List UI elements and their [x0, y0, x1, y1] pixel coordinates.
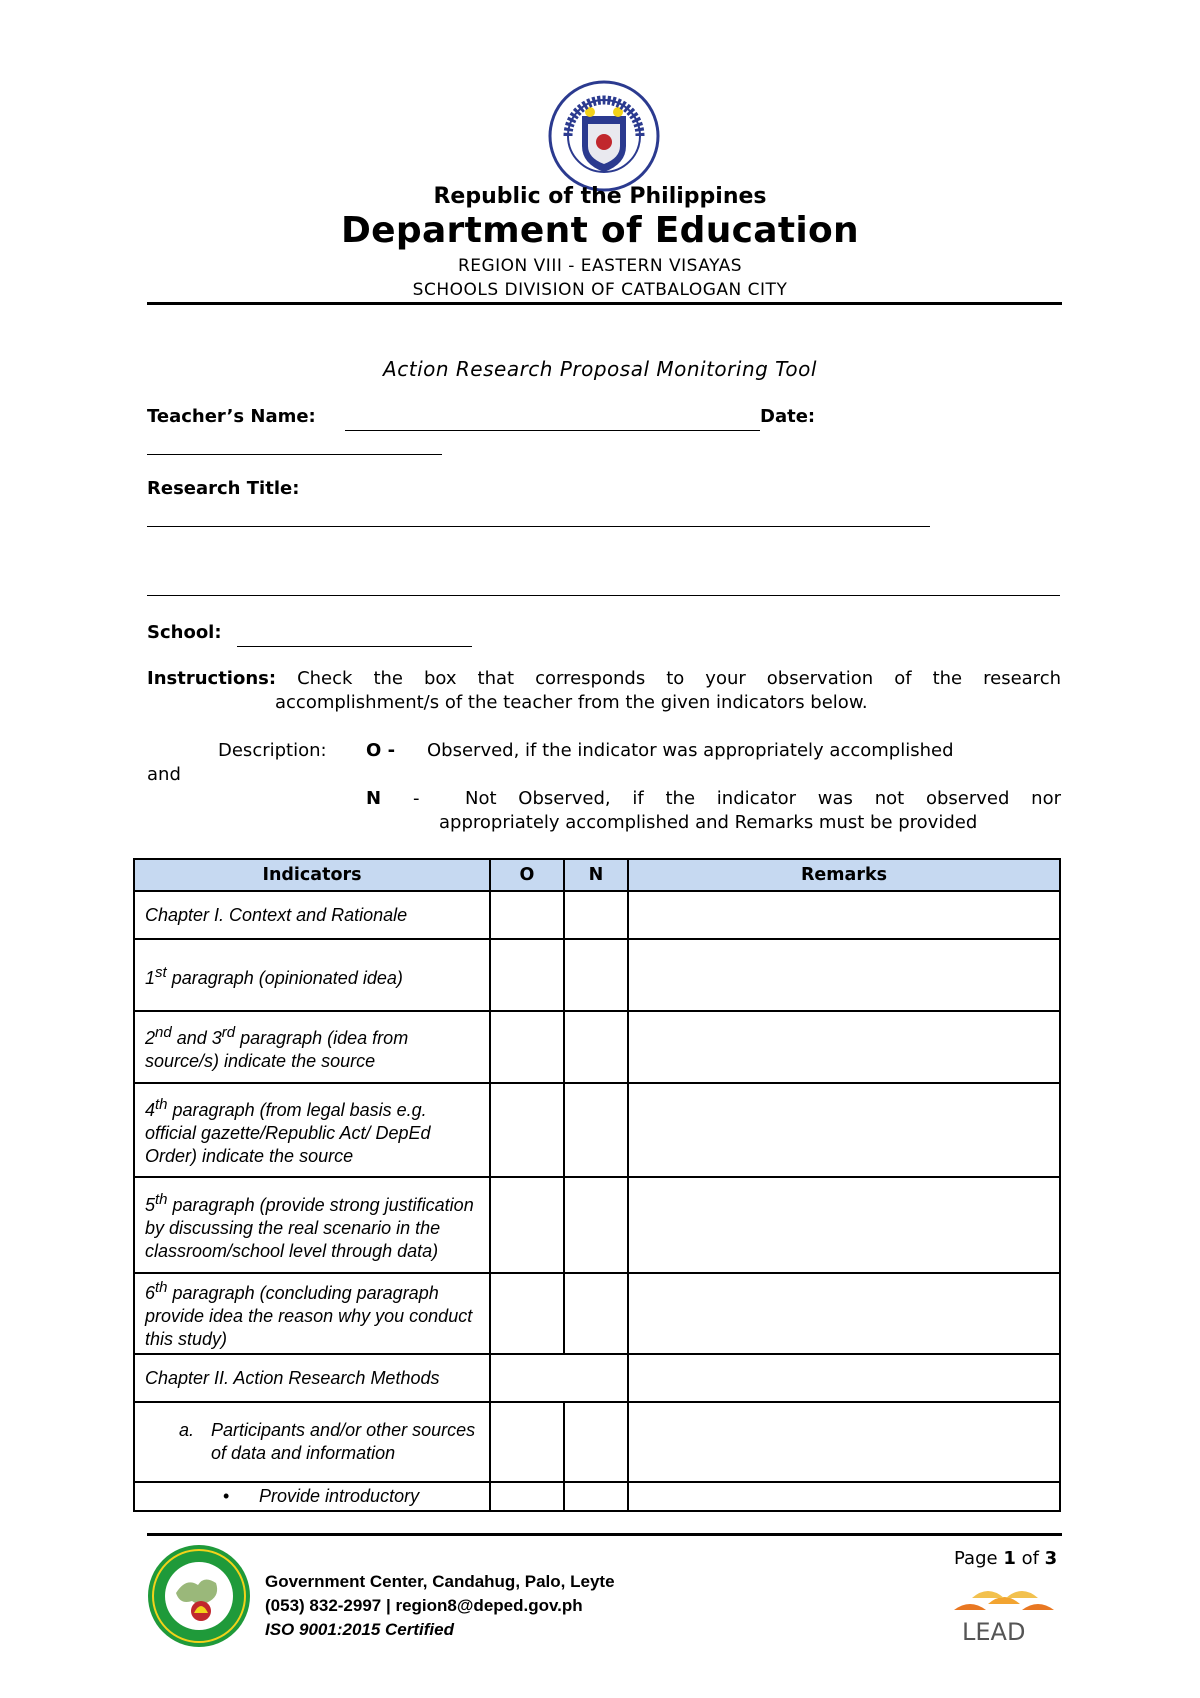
indicator-cell: 2nd and 3rd paragraph (idea from source/s) indicate the source	[134, 1011, 490, 1083]
not-observed-checkbox[interactable]	[564, 1011, 628, 1083]
monitoring-table	[133, 858, 1061, 1512]
research-title-field-1[interactable]	[147, 526, 930, 527]
observed-checkbox[interactable]	[490, 939, 564, 1011]
remarks-cell[interactable]	[628, 1011, 1060, 1083]
instructions-text-2: accomplishment/s of the teacher from the given indicators below.	[275, 692, 868, 713]
observed-checkbox[interactable]	[490, 1482, 564, 1511]
header-n: N	[564, 859, 628, 891]
date-label: Date:	[760, 406, 816, 427]
department-heading: Department of Education	[341, 210, 859, 251]
footer-iso: ISO 9001:2015 Certified	[265, 1620, 454, 1639]
remarks-cell[interactable]	[628, 1482, 1060, 1511]
remarks-cell[interactable]	[628, 1273, 1060, 1354]
footer-address: Government Center, Candahug, Palo, Leyte	[265, 1572, 615, 1591]
indicator-cell: • Provide introductory	[134, 1482, 490, 1511]
date-field[interactable]	[147, 454, 442, 455]
lead-logo	[950, 1574, 1060, 1646]
and-text: and	[147, 764, 181, 785]
indicator-cell: 1st paragraph (opinionated idea)	[134, 939, 490, 1011]
table-header-row	[134, 859, 1060, 891]
not-observed-checkbox[interactable]	[564, 1177, 628, 1273]
indicator-cell: a. Participants and/or other sources of data and information	[134, 1402, 490, 1482]
division-heading: SCHOOLS DIVISION OF CATBALOGAN CITY	[412, 280, 788, 300]
remarks-cell[interactable]	[628, 1083, 1060, 1177]
not-observed-checkbox[interactable]	[564, 939, 628, 1011]
instructions-label: Instructions:	[147, 668, 277, 689]
indicator-cell: Chapter II. Action Research Methods	[134, 1354, 490, 1402]
research-title-label: Research Title:	[147, 478, 300, 499]
school-label: School:	[147, 622, 222, 643]
not-observed-checkbox[interactable]	[564, 1083, 628, 1177]
remarks-cell[interactable]	[628, 1402, 1060, 1482]
header-divider	[147, 302, 1062, 305]
table-row	[134, 891, 1060, 939]
indicator-cell: Chapter I. Context and Rationale	[134, 891, 490, 939]
region-heading: REGION VIII - EASTERN VISAYAS	[457, 256, 743, 276]
table-row	[134, 1177, 1060, 1273]
indicator-cell: 4th paragraph (from legal basis e.g. official gazette/Republic Act/ DepEd Order) indicate the source	[134, 1083, 490, 1177]
not-observed-text: Not Observed, if the indicator was not observed nor	[465, 788, 1061, 809]
table-row	[134, 939, 1060, 1011]
remarks-cell[interactable]	[628, 1177, 1060, 1273]
observed-checkbox[interactable]	[490, 891, 564, 939]
observed-text: Observed, if the indicator was appropriately accomplished	[427, 740, 954, 761]
observed-checkbox[interactable]	[490, 1402, 564, 1482]
header-o: O	[490, 859, 564, 891]
footer-divider	[147, 1533, 1062, 1536]
footer-contact: (053) 832-2997 | region8@deped.gov.ph	[265, 1596, 583, 1615]
table-row	[134, 1011, 1060, 1083]
not-observed-code: N	[366, 788, 382, 809]
observed-code: O -	[366, 740, 396, 761]
remarks-cell[interactable]	[628, 1354, 1060, 1402]
table-row	[134, 1402, 1060, 1482]
deped-seal-logo	[548, 80, 660, 192]
table-row	[134, 1354, 1060, 1402]
header-indicators: Indicators	[134, 859, 490, 891]
republic-heading: Republic of the Philippines	[433, 184, 767, 209]
not-observed-text-2: appropriately accomplished and Remarks must be provided	[439, 812, 978, 833]
not-observed-checkbox[interactable]	[564, 1402, 628, 1482]
observed-checkbox[interactable]	[490, 1011, 564, 1083]
school-field[interactable]	[237, 646, 472, 647]
table-row	[134, 1482, 1060, 1511]
observed-checkbox[interactable]	[490, 1177, 564, 1273]
teacher-name-label: Teacher’s Name:	[147, 406, 316, 427]
not-observed-checkbox[interactable]	[564, 1273, 628, 1354]
not-observed-dash: -	[413, 788, 420, 809]
form-title: Action Research Proposal Monitoring Tool	[383, 357, 817, 381]
instructions-text: Check the box that corresponds to your observation of the research	[297, 668, 1061, 689]
indicator-cell: 6th paragraph (concluding paragraph provide idea the reason why you conduct this study)	[134, 1273, 490, 1354]
header-remarks: Remarks	[628, 859, 1060, 891]
description-label: Description:	[218, 740, 327, 761]
teacher-name-field[interactable]	[345, 430, 760, 431]
remarks-cell[interactable]	[628, 939, 1060, 1011]
not-observed-checkbox[interactable]	[564, 891, 628, 939]
region-seal-logo	[146, 1543, 252, 1649]
indicator-cell: 5th paragraph (provide strong justification by discussing the real scenario in the classroom/school level through data)	[134, 1177, 490, 1273]
observed-checkbox[interactable]	[490, 1083, 564, 1177]
table-row	[134, 1273, 1060, 1354]
table-row	[134, 1083, 1060, 1177]
not-observed-checkbox[interactable]	[564, 1482, 628, 1511]
research-title-field-2[interactable]	[147, 595, 1060, 596]
svg-text:LEAD: LEAD	[962, 1618, 1026, 1646]
observed-checkbox[interactable]	[490, 1354, 628, 1402]
observed-checkbox[interactable]	[490, 1273, 564, 1354]
remarks-cell[interactable]	[628, 891, 1060, 939]
page-number: Page 1 of 3	[954, 1548, 1058, 1569]
instructions	[147, 668, 1061, 689]
